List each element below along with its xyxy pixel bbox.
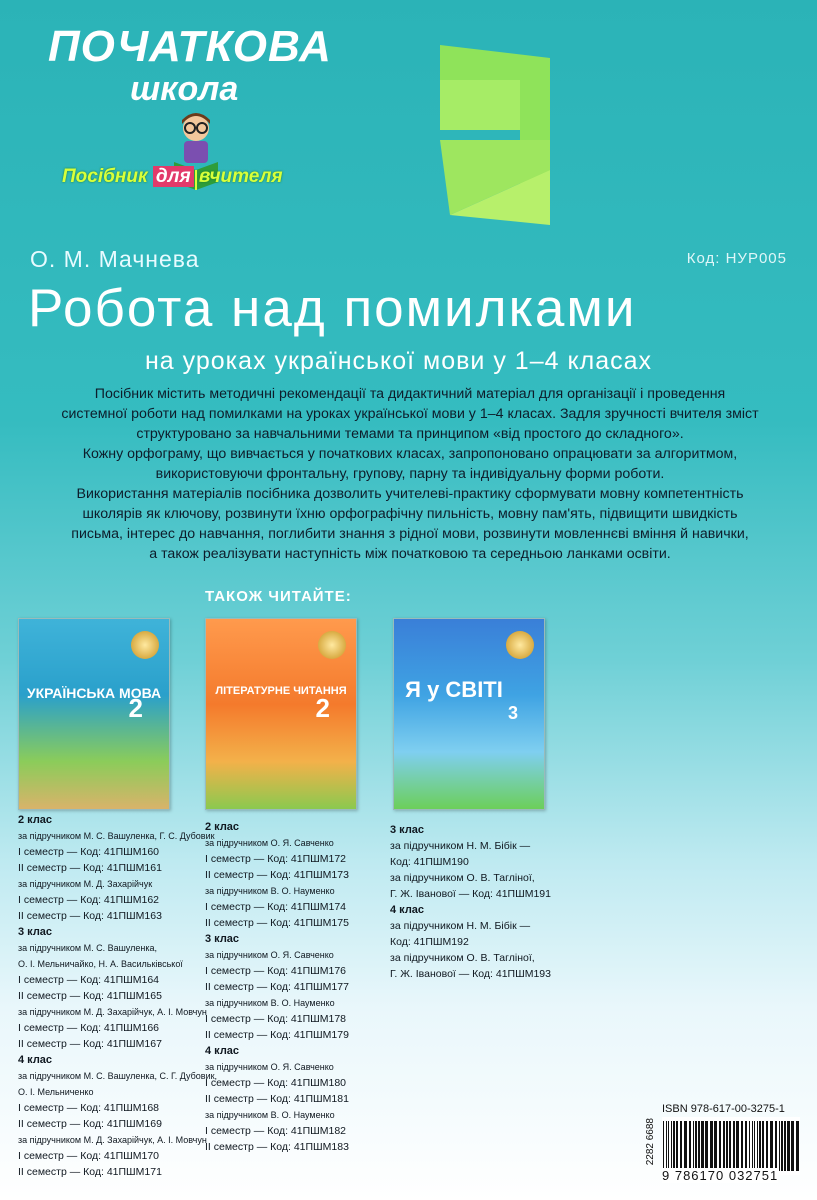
series-subtitle: школа xyxy=(130,70,239,108)
barcode-bar xyxy=(695,1121,697,1171)
book-cover-grade: 3 xyxy=(507,703,518,723)
list-item: 4 клас xyxy=(205,1045,240,1057)
description-line: системної роботи над помилками на уроках української мови у 1–4 класах. Задля зручності вчителя зміст xyxy=(61,406,759,422)
list-item: за підручником М. Д. Захарійчук, А. І. Мовчун xyxy=(18,1135,207,1145)
isbn: ISBN 978-617-00-3275-1 xyxy=(662,1103,785,1115)
list-item: ІІ семестр — Код: 41ПШМ161 xyxy=(18,862,162,874)
list-item: за підручником М. С. Вашуленка, С. Г. Дубовик, xyxy=(18,1071,218,1081)
barcode-bar xyxy=(666,1121,667,1171)
barcode-bar xyxy=(770,1121,773,1171)
list-item: ІІ семестр — Код: 41ПШМ177 xyxy=(205,981,349,993)
barcode-bar xyxy=(757,1121,758,1171)
list-item: І семестр — Код: 41ПШМ182 xyxy=(205,1125,347,1137)
description-line: Посібник містить методичні рекомендації та дидактичний матеріал для організації і проведення xyxy=(94,386,726,402)
barcode-bar xyxy=(714,1121,717,1171)
product-code: Код: НУР005 xyxy=(686,250,787,267)
description-line: структуровано за навчальними темами та принципом «від простого до складного». xyxy=(136,426,684,442)
list-item: Код: 41ПШМ192 xyxy=(390,936,469,948)
barcode-bar xyxy=(741,1121,743,1171)
list-item: О. І. Мельниченко xyxy=(18,1087,94,1097)
barcode-bar xyxy=(791,1121,794,1171)
barcode-bar xyxy=(723,1121,725,1171)
barcode-bar xyxy=(676,1121,678,1171)
barcode-bar xyxy=(784,1121,786,1171)
barcode-bar xyxy=(745,1121,747,1171)
banner-part-1: Посібник xyxy=(62,166,153,187)
barcode-bar xyxy=(719,1121,721,1171)
list-item: ІІ семестр — Код: 41ПШМ165 xyxy=(18,990,162,1002)
list-item: за підручником О. Я. Савченко xyxy=(205,1062,334,1072)
book-cover-grade: 2 xyxy=(315,693,330,723)
also-read-heading: ТАКОЖ ЧИТАЙТЕ: xyxy=(205,588,352,605)
barcode-bar xyxy=(775,1121,777,1171)
list-item: ІІ семестр — Код: 41ПШМ175 xyxy=(205,917,349,929)
book-cover-title: ЛІТЕРАТУРНЕ ЧИТАННЯ xyxy=(215,685,347,697)
barcode-bar xyxy=(726,1121,728,1171)
barcode-bar xyxy=(680,1121,682,1171)
book-cover-grade: 2 xyxy=(128,693,143,723)
barcode-bar xyxy=(673,1121,675,1171)
barcode-bar xyxy=(749,1121,750,1171)
barcode-bar xyxy=(698,1121,700,1171)
barcode-bar xyxy=(729,1121,731,1171)
list-item: Код: 41ПШМ190 xyxy=(390,856,469,868)
list-item: І семестр — Код: 41ПШМ180 xyxy=(205,1077,347,1089)
code-list-world xyxy=(390,822,590,982)
list-item: за підручником В. О. Науменко xyxy=(205,1110,335,1120)
barcode-bar xyxy=(762,1121,764,1171)
cd-icon xyxy=(318,631,346,659)
list-item: ІІ семестр — Код: 41ПШМ181 xyxy=(205,1093,349,1105)
barcode-number: 9 786170 032751 xyxy=(662,1168,779,1183)
book-cover-ukrainian[interactable] xyxy=(18,618,170,810)
book-cover-title: Я у СВІТІ xyxy=(405,677,503,702)
description xyxy=(34,384,786,564)
description-line: школярів як ключову, розвинути їхню орфографічну пильність, мовну пам'ять, підвищити швидкість xyxy=(82,506,738,522)
list-item: 4 клас xyxy=(390,904,425,916)
series-title: ПОЧАТКОВА xyxy=(48,22,332,71)
barcode-bar xyxy=(689,1121,691,1171)
list-item: за підручником Н. М. Бібік — xyxy=(390,840,531,852)
list-item: за підручником М. Д. Захарійчук, А. І. Мовчун xyxy=(18,1007,207,1017)
book-cover-title: УКРАЇНСЬКА МОВА xyxy=(26,685,162,701)
list-item: І семестр — Код: 41ПШМ170 xyxy=(18,1150,160,1162)
book-title: Робота над помилками xyxy=(28,279,637,338)
code-list-reading xyxy=(205,819,390,1155)
list-item: І семестр — Код: 41ПШМ172 xyxy=(205,853,347,865)
book-cover-reading[interactable] xyxy=(205,618,357,810)
list-item: І семестр — Код: 41ПШМ176 xyxy=(205,965,347,977)
list-item: Г. Ж. Іванової — Код: 41ПШМ191 xyxy=(390,888,551,900)
barcode-bar xyxy=(733,1121,735,1171)
list-item: за підручником М. С. Вашуленка, Г. С. Дубовик xyxy=(18,831,215,841)
green-decoration xyxy=(360,40,560,240)
list-item: за підручником М. С. Вашуленка, xyxy=(18,943,157,953)
list-item: О. І. Мельничайко, Н. А. Васильківської xyxy=(18,959,183,969)
list-item: Г. Ж. Іванової — Код: 41ПШМ193 xyxy=(390,968,551,980)
list-item: ІІ семестр — Код: 41ПШМ167 xyxy=(18,1038,162,1050)
list-item: 4 клас xyxy=(18,1054,53,1066)
list-item: ІІ семестр — Код: 41ПШМ163 xyxy=(18,910,162,922)
barcode-bar xyxy=(693,1121,694,1171)
list-item: 2 клас xyxy=(205,821,240,833)
list-item: І семестр — Код: 41ПШМ174 xyxy=(205,901,347,913)
barcode-bar xyxy=(752,1121,753,1171)
list-item: І семестр — Код: 41ПШМ162 xyxy=(18,894,160,906)
list-item: І семестр — Код: 41ПШМ160 xyxy=(18,846,160,858)
barcode-bar xyxy=(759,1121,761,1171)
list-item: за підручником Н. М. Бібік — xyxy=(390,920,531,932)
list-item: за підручником О. В. Тагліної, xyxy=(390,952,535,964)
list-item: 3 клас xyxy=(390,824,425,836)
list-item: І семестр — Код: 41ПШМ166 xyxy=(18,1022,160,1034)
barcode-bar xyxy=(736,1121,739,1171)
list-item: за підручником В. О. Науменко xyxy=(205,998,335,1008)
description-line: Використання матеріалів посібника дозволить учителеві-практику сформувати мовну компетентність xyxy=(76,486,744,502)
list-item: за підручником В. О. Науменко xyxy=(205,886,335,896)
series-banner xyxy=(62,166,283,188)
description-line: письма, інтерес до навчання, поглибити знання з рідної мови, розвинути мовленнєві вміння й навички, xyxy=(71,526,749,542)
barcode-bar xyxy=(710,1121,713,1171)
barcode-bar xyxy=(668,1121,669,1171)
description-line: Кожну орфограму, що вивчається у початкових класах, запропоновано опрацювати за алгоритмом, xyxy=(82,446,738,462)
list-item: 3 клас xyxy=(205,933,240,945)
cd-icon xyxy=(131,631,159,659)
book-cover-world[interactable] xyxy=(393,618,545,810)
side-code: 2282 6688 xyxy=(645,1118,656,1166)
barcode-bar xyxy=(787,1121,790,1171)
list-item: ІІ семестр — Код: 41ПШМ173 xyxy=(205,869,349,881)
list-item: І семестр — Код: 41ПШМ178 xyxy=(205,1013,347,1025)
barcode-bar xyxy=(781,1121,783,1171)
code-list-ukrainian xyxy=(18,812,218,1180)
list-item: 2 клас xyxy=(18,814,53,826)
barcode-bar xyxy=(684,1121,687,1171)
barcode-bar xyxy=(705,1121,708,1171)
book-subtitle: на уроках української мови у 1–4 класах xyxy=(145,347,653,375)
list-item: за підручником О. Я. Савченко xyxy=(205,950,334,960)
cd-icon xyxy=(506,631,534,659)
list-item: І семестр — Код: 41ПШМ164 xyxy=(18,974,160,986)
barcode-bar xyxy=(671,1121,672,1171)
barcode-bar xyxy=(663,1121,664,1171)
list-item: ІІ семестр — Код: 41ПШМ171 xyxy=(18,1166,162,1178)
barcode-bar xyxy=(766,1121,768,1171)
list-item: ІІ семестр — Код: 41ПШМ179 xyxy=(205,1029,349,1041)
list-item: ІІ семестр — Код: 41ПШМ169 xyxy=(18,1118,162,1130)
list-item: за підручником О. Я. Савченко xyxy=(205,838,334,848)
list-item: 3 клас xyxy=(18,926,53,938)
barcode-bar xyxy=(754,1121,755,1171)
description-line: а також реалізувати наступність між початковою та середньою ланками освіти. xyxy=(149,546,671,562)
barcode-bar xyxy=(796,1121,799,1171)
banner-part-3: вчителя xyxy=(193,166,283,187)
list-item: за підручником О. В. Тагліної, xyxy=(390,872,535,884)
list-item: ІІ семестр — Код: 41ПШМ183 xyxy=(205,1141,349,1153)
banner-part-2: для xyxy=(153,166,194,187)
barcode-bar xyxy=(701,1121,704,1171)
list-item: за підручником М. Д. Захарійчук xyxy=(18,879,153,889)
barcode xyxy=(662,1117,800,1175)
author: О. М. Мачнева xyxy=(30,246,200,272)
description-line: використовуючи фронтальну, групову, парну та індивідуальну форми роботи. xyxy=(155,466,665,482)
list-item: І семестр — Код: 41ПШМ168 xyxy=(18,1102,160,1114)
barcode-bar xyxy=(779,1121,780,1171)
